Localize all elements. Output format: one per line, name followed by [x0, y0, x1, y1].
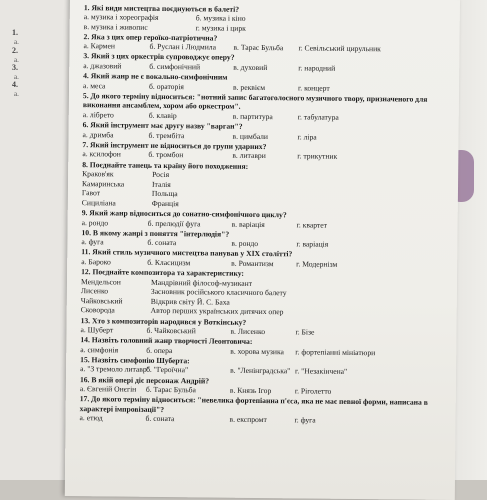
question-block — [83, 32, 443, 55]
side-letter: а. — [14, 73, 19, 81]
question-text: 16. В якій опері діє персонаж Андрій? — [79, 374, 210, 386]
answer-option: в. Лисенко — [230, 326, 266, 337]
match-left: Сицилiана — [81, 198, 116, 208]
answer-option: г. Севільський цирульник — [298, 43, 381, 54]
question-block — [81, 267, 441, 319]
question-text: 4. Який жанр не є вокально-симфонічним — [83, 71, 228, 82]
answer-option: б. Чайковський — [146, 325, 196, 336]
answer-option: а. Бароко — [81, 257, 111, 267]
question-text: 15. Назвіть симфонію Шуберта: — [80, 355, 190, 366]
answer-option: г. Ріголетто — [294, 386, 332, 396]
answer-option: г. концерт — [298, 83, 330, 93]
answer-option: г. ліра — [297, 132, 317, 142]
answer-option: б. симфонічний — [149, 61, 201, 72]
match-left: Краков'як — [82, 169, 114, 179]
question-text: 7. Який інструмент не відноситься до групи ударних? — [82, 139, 267, 151]
match-right: Польща — [151, 189, 178, 199]
answer-option: в. Князь Ігор — [229, 385, 272, 396]
match-left: Чайковський — [80, 295, 123, 306]
answer-option: в. Тарас Бульба — [233, 43, 284, 53]
match-left: Гавот — [81, 188, 101, 198]
answer-option: б. тромбон — [148, 150, 184, 160]
answer-option: б. Руслан і Людмила — [149, 42, 217, 52]
answer-option: а. "З тремоло литавр" — [80, 364, 150, 375]
question-block — [80, 335, 440, 358]
question-text: 9. Який жанр відноситься до сонатно-симфонічного циклу? — [81, 208, 287, 220]
side-number: 2. — [12, 46, 18, 55]
question-block — [83, 52, 443, 75]
question-block — [80, 355, 440, 378]
answer-option: б. соната — [147, 238, 177, 248]
question-block — [80, 394, 440, 427]
question-block — [80, 316, 440, 339]
answer-option: в. литаври — [232, 151, 266, 161]
answer-option: а. етюд — [79, 413, 103, 423]
answer-option: б. трембіта — [148, 130, 185, 140]
answer-option: в. цимбали — [232, 131, 269, 141]
side-number: 3. — [12, 63, 18, 72]
answer-option: в. реквієм — [233, 82, 266, 92]
answer-option: а. меса — [83, 80, 106, 91]
match-left: Сковорода — [80, 305, 115, 315]
question-text: 13. Хто з композиторів народився у Воткінську? — [80, 315, 247, 327]
answer-option: а. ксилофон — [82, 149, 121, 159]
answer-option: в. експромт — [229, 415, 267, 425]
question-text: 3. Який з цих оркестрів супроводжує оперу? — [83, 51, 235, 63]
side-letter: а. — [14, 90, 19, 98]
question-text: 5. До якого терміну відноситься: "нотний запис багатоголосного музичного твору, призначеного для виконання ансамблем, хором або оркестром". — [82, 90, 428, 112]
answer-option: б. прелюдії фуга — [147, 218, 201, 228]
question-text: 12. Поєднайте композитора та характеристику: — [81, 267, 245, 278]
answer-option: б. ораторія — [149, 81, 184, 91]
answer-option: б. клавір — [148, 110, 177, 121]
question-block — [80, 375, 440, 398]
answer-option: в. рондо — [231, 238, 259, 249]
side-letter: а. — [14, 38, 19, 46]
question-text: 11. Який стиль музичного мистецтва панував у XIX столітті? — [81, 247, 293, 259]
answer-option: б. "Героїчна" — [146, 365, 189, 375]
questions-list — [80, 2, 444, 427]
question-text: 10. В якому жанрі з поняття "інтерлюдія"? — [81, 227, 230, 239]
answer-option: а. фуга — [81, 237, 104, 247]
question-block — [81, 247, 441, 270]
question-text: 6. Який інструмент має другу назву "варган"? — [82, 120, 243, 131]
match-right: Італія — [151, 179, 171, 189]
answer-option: г. Бізе — [295, 327, 315, 337]
answer-option: а. Кармен — [83, 41, 115, 51]
answer-option: г. Модернізм — [296, 259, 338, 269]
answer-option: а. рондо — [81, 217, 109, 227]
side-number: 1. — [12, 28, 18, 37]
answer-option: а. дримба — [82, 129, 114, 140]
answer-option: г. варіація — [296, 239, 329, 249]
answer-option: в. Романтизм — [231, 258, 274, 269]
answer-option: г. фортепіанні мініатюри — [295, 347, 376, 357]
test-sheet — [65, 0, 460, 500]
answer-option: а. Євгеній Онєгін — [79, 384, 137, 394]
match-left: Лисенко — [80, 286, 109, 296]
question-text: 14. Назвіть головний жанр творчості Леонтовича: — [80, 335, 253, 347]
answer-option: в. "Ленінградська" — [230, 366, 291, 376]
question-text: 17. До якого терміну відноситься: "невелика фортепіанна п'єса, яка не має певної форми, написана в характері імпровізації"? — [79, 394, 428, 414]
question-text: 2. Яка з цих опер героїко-патріотична? — [83, 31, 218, 43]
answer-option: в. хорова музика — [230, 346, 284, 357]
match-right: Росія — [152, 169, 170, 180]
answer-option: а. лібрето — [82, 110, 114, 120]
answer-option: б. Тарас Бульба — [145, 384, 196, 395]
answer-option: б. опера — [146, 345, 173, 355]
answer-option: а. джазовий — [83, 61, 122, 71]
question-text: 1. Які види мистецтва поєднуються в балеті? — [83, 2, 240, 14]
answer-option: г. табулатура — [297, 112, 339, 122]
question-block — [82, 140, 442, 163]
match-right: Мандрівний філософ-музикант — [150, 277, 253, 288]
match-left: Мендельсон — [80, 276, 121, 287]
answer-option: в. духовий — [233, 62, 268, 73]
underlying-sheet — [0, 0, 70, 480]
answer-option: б. соната — [145, 414, 175, 424]
match-right: Автор перших українських дитячих опер — [150, 306, 284, 317]
match-right: Відкрив світу Й. С. Баха — [150, 296, 230, 307]
answer-option: в. варіація — [231, 219, 265, 229]
answer-option: а. Шуберт — [80, 325, 114, 335]
side-number: 4. — [12, 80, 18, 89]
question-block — [83, 71, 443, 94]
question-block — [84, 3, 444, 36]
question-block — [82, 120, 442, 143]
question-block — [82, 208, 442, 231]
answer-option: в. партитура — [232, 111, 273, 122]
side-letter: а. — [14, 56, 19, 64]
answer-option: г. фуга — [294, 415, 316, 426]
answer-option: б. музика і кіно — [195, 13, 246, 23]
question-block — [82, 160, 442, 212]
answer-option: г. квартет — [296, 219, 327, 230]
question-block — [83, 91, 443, 124]
match-right: Засновник російського класичного балету — [150, 287, 287, 298]
answer-option: в. музика і живопис — [83, 21, 148, 32]
answer-option: г. народний — [298, 63, 336, 73]
answer-option: г. трикутник — [297, 151, 338, 162]
match-right: Франція — [151, 198, 179, 209]
question-text: 8. Поєднайте танець та країну його походження: — [82, 159, 249, 171]
match-left: Камаринська — [81, 178, 125, 189]
answer-option: б. Класицизм — [147, 257, 191, 268]
answer-option: а. музика і хореографія — [83, 12, 159, 23]
answer-option: г. "Незакінчена" — [295, 366, 348, 377]
question-block — [81, 228, 441, 251]
answer-option: г. музика і цирк — [195, 23, 246, 33]
answer-option: а. симфонія — [80, 344, 119, 355]
